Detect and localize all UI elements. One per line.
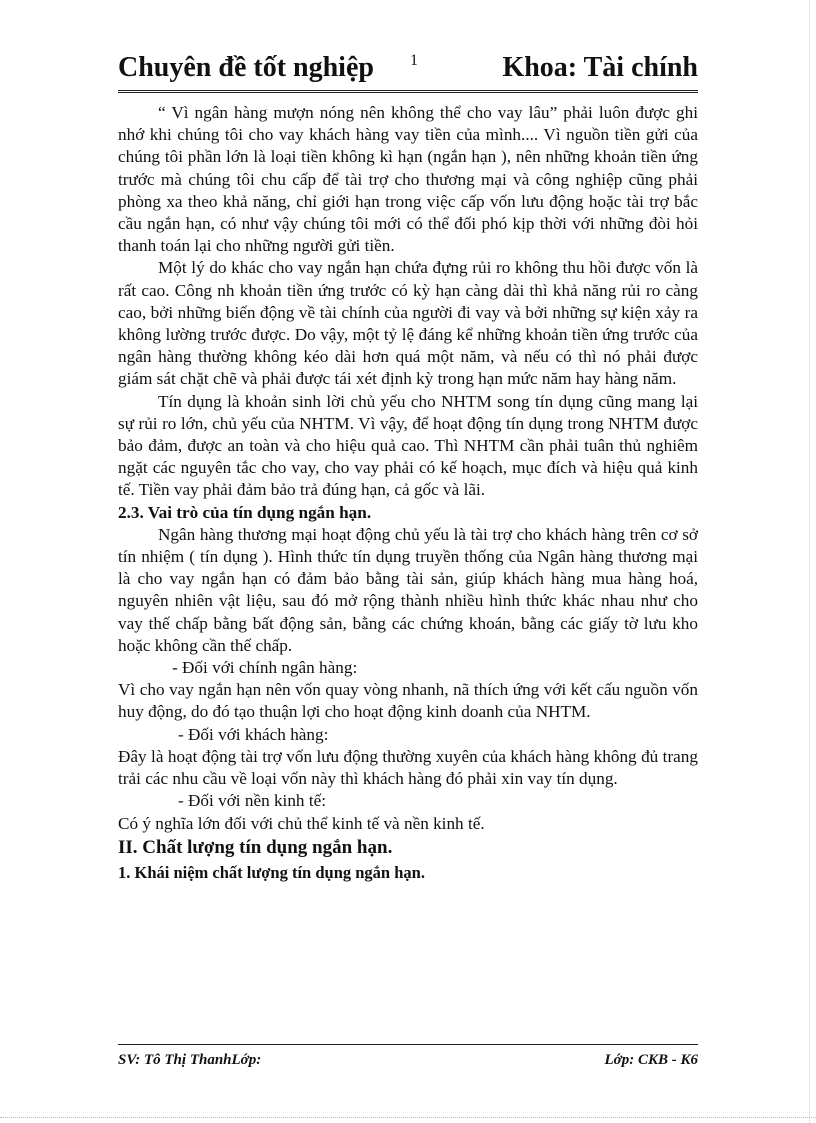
section-2-3-heading: 2.3. Vai trò của tín dụng ngắn hạn.: [118, 502, 372, 522]
page-edge-bottom: [0, 1117, 816, 1118]
footer-student: SV: Tô Thị ThanhLớp:: [118, 1052, 262, 1068]
paragraph-3: Tín dụng là khoản sinh lời chủ yếu cho NHTM song tín dụng cũng mang lại sự rủi ro lớn, chủ yếu của NHTM. Vì vậy, để hoạt động tín dụng trong NHTM được bảo đảm, được an toàn và cho hiệu quả cao. Thì NHTM cần phải tuân thủ nghiêm ngặt các nguyên tắc cho vay, cho vay phải có kế hoạch, mục đích và hiệu quả kinh tế. Tiền vay phải đảm bảo trả đúng hạn, cả gốc và lãi.: [118, 391, 698, 500]
paragraph-1: “ Vì ngân hàng mượn nóng nên không thể cho vay lâu” phải luôn được ghi nhớ khi chúng tôi cho vay khách hàng vay tiền của mình.... Vì nguồn tiền gửi của chúng tôi phần lớn là loại tiền không kì hạn (ngắn hạn ), nên những khoản tiền ứng trước mà chúng tôi chu cấp để tài trợ cho thương mại và công nghiệp cũng phải phòng xa theo khả năng, chỉ giới hạn trong việc cấp vốn lưu động hoặc tài trợ bắc cầu ngắn hạn, có như vậy chúng tôi mới có thể đối phó kịp thời với những đòi hỏi thanh toán lại cho những người gửi tiền.: [118, 103, 698, 256]
section-2-3-intro: Ngân hàng thương mại hoạt động chủ yếu là tài trợ cho khách hàng trên cơ sở tín nhiệm ( tín dụng ). Hình thức tín dụng truyền thống của Ngân hàng thương mại là cho vay ngắn hạn có đảm bảo bằng tài sản, giúp khách hàng mua hàng hoá, nguyên nhiên vật liệu, sau đó mở rộng thành nhiều hình thức khác nhau như cho vay thế chấp bằng bất động sản, bằng các chứng khoán, bằng các giấy tờ lưu kho hoặc không cần thế chấp.: [118, 524, 698, 655]
economy-role-label: - Đối với nền kinh tế:: [178, 791, 326, 811]
page-header: [118, 50, 698, 92]
bank-role-label: - Đối với chính ngân hàng:: [172, 658, 358, 678]
header-rule: [118, 90, 698, 96]
page-edge-right: [809, 0, 810, 1123]
bank-role-text: Vì cho vay ngắn hạn nên vốn quay vòng nhanh, nã thích ứng với kết cấu nguồn vốn huy động, do đó tạo thuận lợi cho hoạt động kinh doanh của NHTM.: [118, 680, 698, 722]
footer-class: Lớp: CKB - K6: [604, 1052, 698, 1068]
paragraph-2: Một lý do khác cho vay ngắn hạn chứa đựng rủi ro không thu hồi được vốn là rất cao. Công nh khoản tiền ứng trước có kỳ hạn càng dài thì khả năng rủi ro càng cao, bởi những biến động về tài chính của người đi vay và bởi những sự kiện xảy ra không lường trước được. Do vậy, một tỷ lệ đáng kể những khoản tiền ứng trước của ngân hàng thường không kéo dài hơn quá một năm, và nếu có thì nó phải được giám sát chặt chẽ và phải được tái xét định kỳ trong hạn mức năm hay hàng năm.: [118, 258, 698, 389]
footer-rule: [118, 1044, 698, 1045]
section-II-heading: II. Chất lượng tín dụng ngắn hạn.: [118, 836, 393, 858]
customer-role-label: - Đối với khách hàng:: [178, 724, 329, 744]
economy-role-text: Có ý nghĩa lớn đối với chủ thể kinh tế và nền kinh tế.: [118, 813, 485, 833]
header-title-left: Chuyên đề tốt nghiệp: [118, 52, 374, 83]
document-body: [118, 102, 698, 885]
customer-role-text: Đây là hoạt động tài trợ vốn lưu động thường xuyên của khách hàng không đủ trang trải các nhu cầu về loại vốn này thì khách hàng đó phải xin vay tín dụng.: [118, 746, 698, 789]
section-1-heading: 1. Khái niệm chất lượng tín dụng ngắn hạn.: [118, 862, 425, 882]
header-title-right: Khoa: Tài chính: [502, 52, 698, 83]
page-number: 1: [410, 52, 418, 69]
